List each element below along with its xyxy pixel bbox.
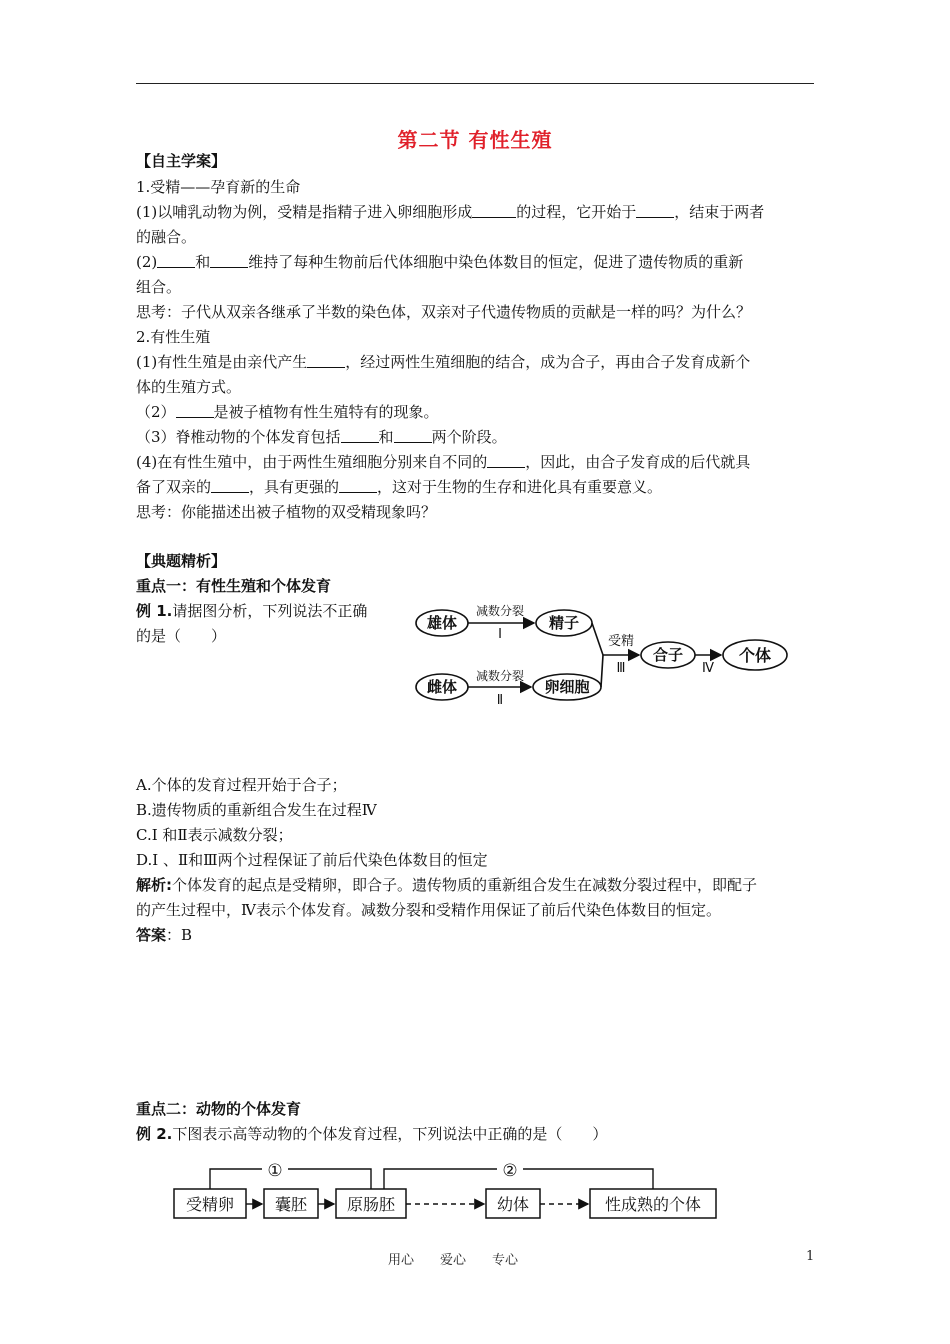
node-zygote: 合子	[652, 646, 684, 664]
text-fragment: 的过程，它开始于	[516, 203, 637, 221]
text-fragment: (1)有性生殖是由亲代产生	[136, 353, 308, 371]
section-header-examples: 【典题精析】	[136, 552, 227, 570]
fill-blank[interactable]	[394, 428, 432, 443]
label-fertilized-egg: 受精卵	[185, 1195, 235, 1214]
text-fragment: （3）脊椎动物的个体发育包括	[136, 428, 341, 446]
label-meiosis-bottom: 减数分裂	[475, 669, 525, 683]
fill-blank[interactable]	[339, 478, 377, 493]
q1-line2: 的融合。	[136, 228, 197, 246]
footer-word: 用心	[388, 1253, 415, 1268]
header-rule	[136, 83, 814, 84]
label-blastula: 囊胚	[274, 1195, 308, 1214]
fill-blank[interactable]	[157, 253, 195, 268]
section-header-self-study: 【自主学案】	[136, 152, 227, 170]
q2-line4	[136, 427, 507, 447]
q2-title: 2.有性生殖	[136, 328, 211, 346]
label-juvenile: 幼体	[496, 1195, 530, 1214]
text-fragment: ，具有更强的	[249, 478, 340, 496]
line-egg-merge	[601, 655, 603, 687]
option-a: A.个体的发育过程开始于合子；	[136, 776, 347, 794]
label-gastrula: 原肠胚	[346, 1195, 396, 1214]
mark-1: ①	[267, 1161, 283, 1181]
q2-line2: 体的生殖方式。	[136, 378, 242, 396]
node-sperm: 精子	[548, 614, 580, 632]
label-roman-2: Ⅱ	[496, 693, 504, 708]
fill-blank[interactable]	[176, 403, 214, 418]
focus-heading-1: 重点一：有性生殖和个体发育	[136, 577, 332, 595]
answer-value: ：B	[166, 926, 193, 944]
text-fragment: (4)在有性生殖中，由于两性生殖细胞分别来自不同的	[136, 453, 488, 471]
example1-line1	[136, 601, 367, 621]
footer-motto	[388, 1249, 544, 1268]
label-meiosis-top: 减数分裂	[475, 604, 525, 618]
text-fragment: ，这对于生物的生存和进化具有重要意义。	[377, 478, 663, 496]
text-fragment: ，结束于两者	[674, 203, 765, 221]
answer-line	[136, 925, 192, 945]
answer-label: 答案	[136, 926, 167, 944]
think-question-2: 思考：你能描述出被子植物的双受精现象吗？	[136, 503, 437, 521]
text-fragment: (2)	[136, 253, 158, 271]
fill-blank[interactable]	[487, 453, 525, 468]
page-number: 1	[806, 1249, 815, 1264]
text-fragment: 维持了每种生物前后代体细胞中染色体数目的恒定，促进了遗传物质的重新	[248, 253, 744, 271]
node-male: 雄体	[426, 614, 458, 632]
q2-line5	[136, 452, 750, 472]
fill-blank[interactable]	[211, 478, 249, 493]
text-fragment: （2）	[136, 403, 176, 421]
text-fragment: 个体发育的起点是受精卵，即合子。遗传物质的重新组合发生在减数分裂过程中，即配子	[172, 876, 758, 894]
bracket-stage-1	[210, 1169, 371, 1189]
example2-line	[136, 1124, 607, 1144]
q1-line3	[136, 252, 743, 272]
text-fragment: 请据图分析，下列说法不正确	[172, 602, 368, 620]
fill-blank[interactable]	[307, 353, 345, 368]
label-roman-1: Ⅰ	[498, 627, 502, 642]
fill-blank[interactable]	[472, 203, 516, 218]
analysis-line1	[136, 875, 757, 895]
label-roman-4: Ⅳ	[702, 661, 714, 676]
footer-word: 爱心	[440, 1253, 467, 1268]
node-egg: 卵细胞	[544, 678, 590, 696]
page-title: 第二节 有性生殖	[397, 128, 553, 152]
q2-line6	[136, 477, 662, 497]
analysis-line2: 的产生过程中，Ⅳ表示个体发育。减数分裂和受精作用保证了前后代染色体数目的恒定。	[136, 901, 721, 919]
text-fragment: 下图表示高等动物的个体发育过程，下列说法中正确的是（ ）	[172, 1125, 608, 1143]
q2-line1	[136, 352, 750, 372]
q1-title: 1.受精——孕育新的生命	[136, 178, 301, 196]
node-individual: 个体	[738, 646, 772, 665]
option-b: B.遗传物质的重新组合发生在过程Ⅳ	[136, 801, 377, 819]
diagram-sexual-reproduction	[408, 600, 808, 712]
label-fertilization: 受精	[607, 634, 635, 649]
q1-line4: 组合。	[136, 278, 182, 296]
footer-word: 专心	[492, 1253, 519, 1268]
line-sperm-merge	[592, 623, 603, 655]
example1-line2: 的是（ ）	[136, 627, 227, 645]
focus-heading-2: 重点二：动物的个体发育	[136, 1100, 302, 1118]
q2-line3	[136, 402, 439, 422]
analysis-label: 解析:	[136, 876, 172, 894]
option-c: C.Ⅰ 和Ⅱ表示减数分裂；	[136, 826, 293, 844]
fill-blank[interactable]	[636, 203, 674, 218]
text-fragment: (1)以哺乳动物为例，受精是指精子进入卵细胞形成	[136, 203, 473, 221]
text-fragment: 和	[195, 253, 211, 271]
fill-blank[interactable]	[210, 253, 248, 268]
text-fragment: ，因此，由合子发育成的后代就具	[525, 453, 751, 471]
think-question-1: 思考：子代从双亲各继承了半数的染色体，双亲对子代遗传物质的贡献是一样的吗？为什么？	[136, 303, 752, 321]
text-fragment: 和	[378, 428, 394, 446]
text-fragment: 是被子植物有性生殖特有的现象。	[213, 403, 439, 421]
example-label: 例 1.	[136, 602, 173, 620]
label-roman-3: Ⅲ	[616, 661, 626, 676]
label-mature-individual: 性成熟的个体	[604, 1195, 702, 1214]
q1-line1	[136, 202, 764, 222]
option-d: D.Ⅰ 、Ⅱ和Ⅲ两个过程保证了前后代染色体数目的恒定	[136, 851, 488, 869]
node-female: 雌体	[426, 678, 458, 696]
example-label: 例 2.	[136, 1125, 173, 1143]
mark-2: ②	[502, 1161, 518, 1181]
diagram-animal-development	[170, 1152, 730, 1224]
text-fragment: ，经过两性生殖细胞的结合，成为合子，再由合子发育成新个	[345, 353, 751, 371]
text-fragment: 两个阶段。	[431, 428, 507, 446]
fill-blank[interactable]	[341, 428, 379, 443]
text-fragment: 备了双亲的	[136, 478, 212, 496]
